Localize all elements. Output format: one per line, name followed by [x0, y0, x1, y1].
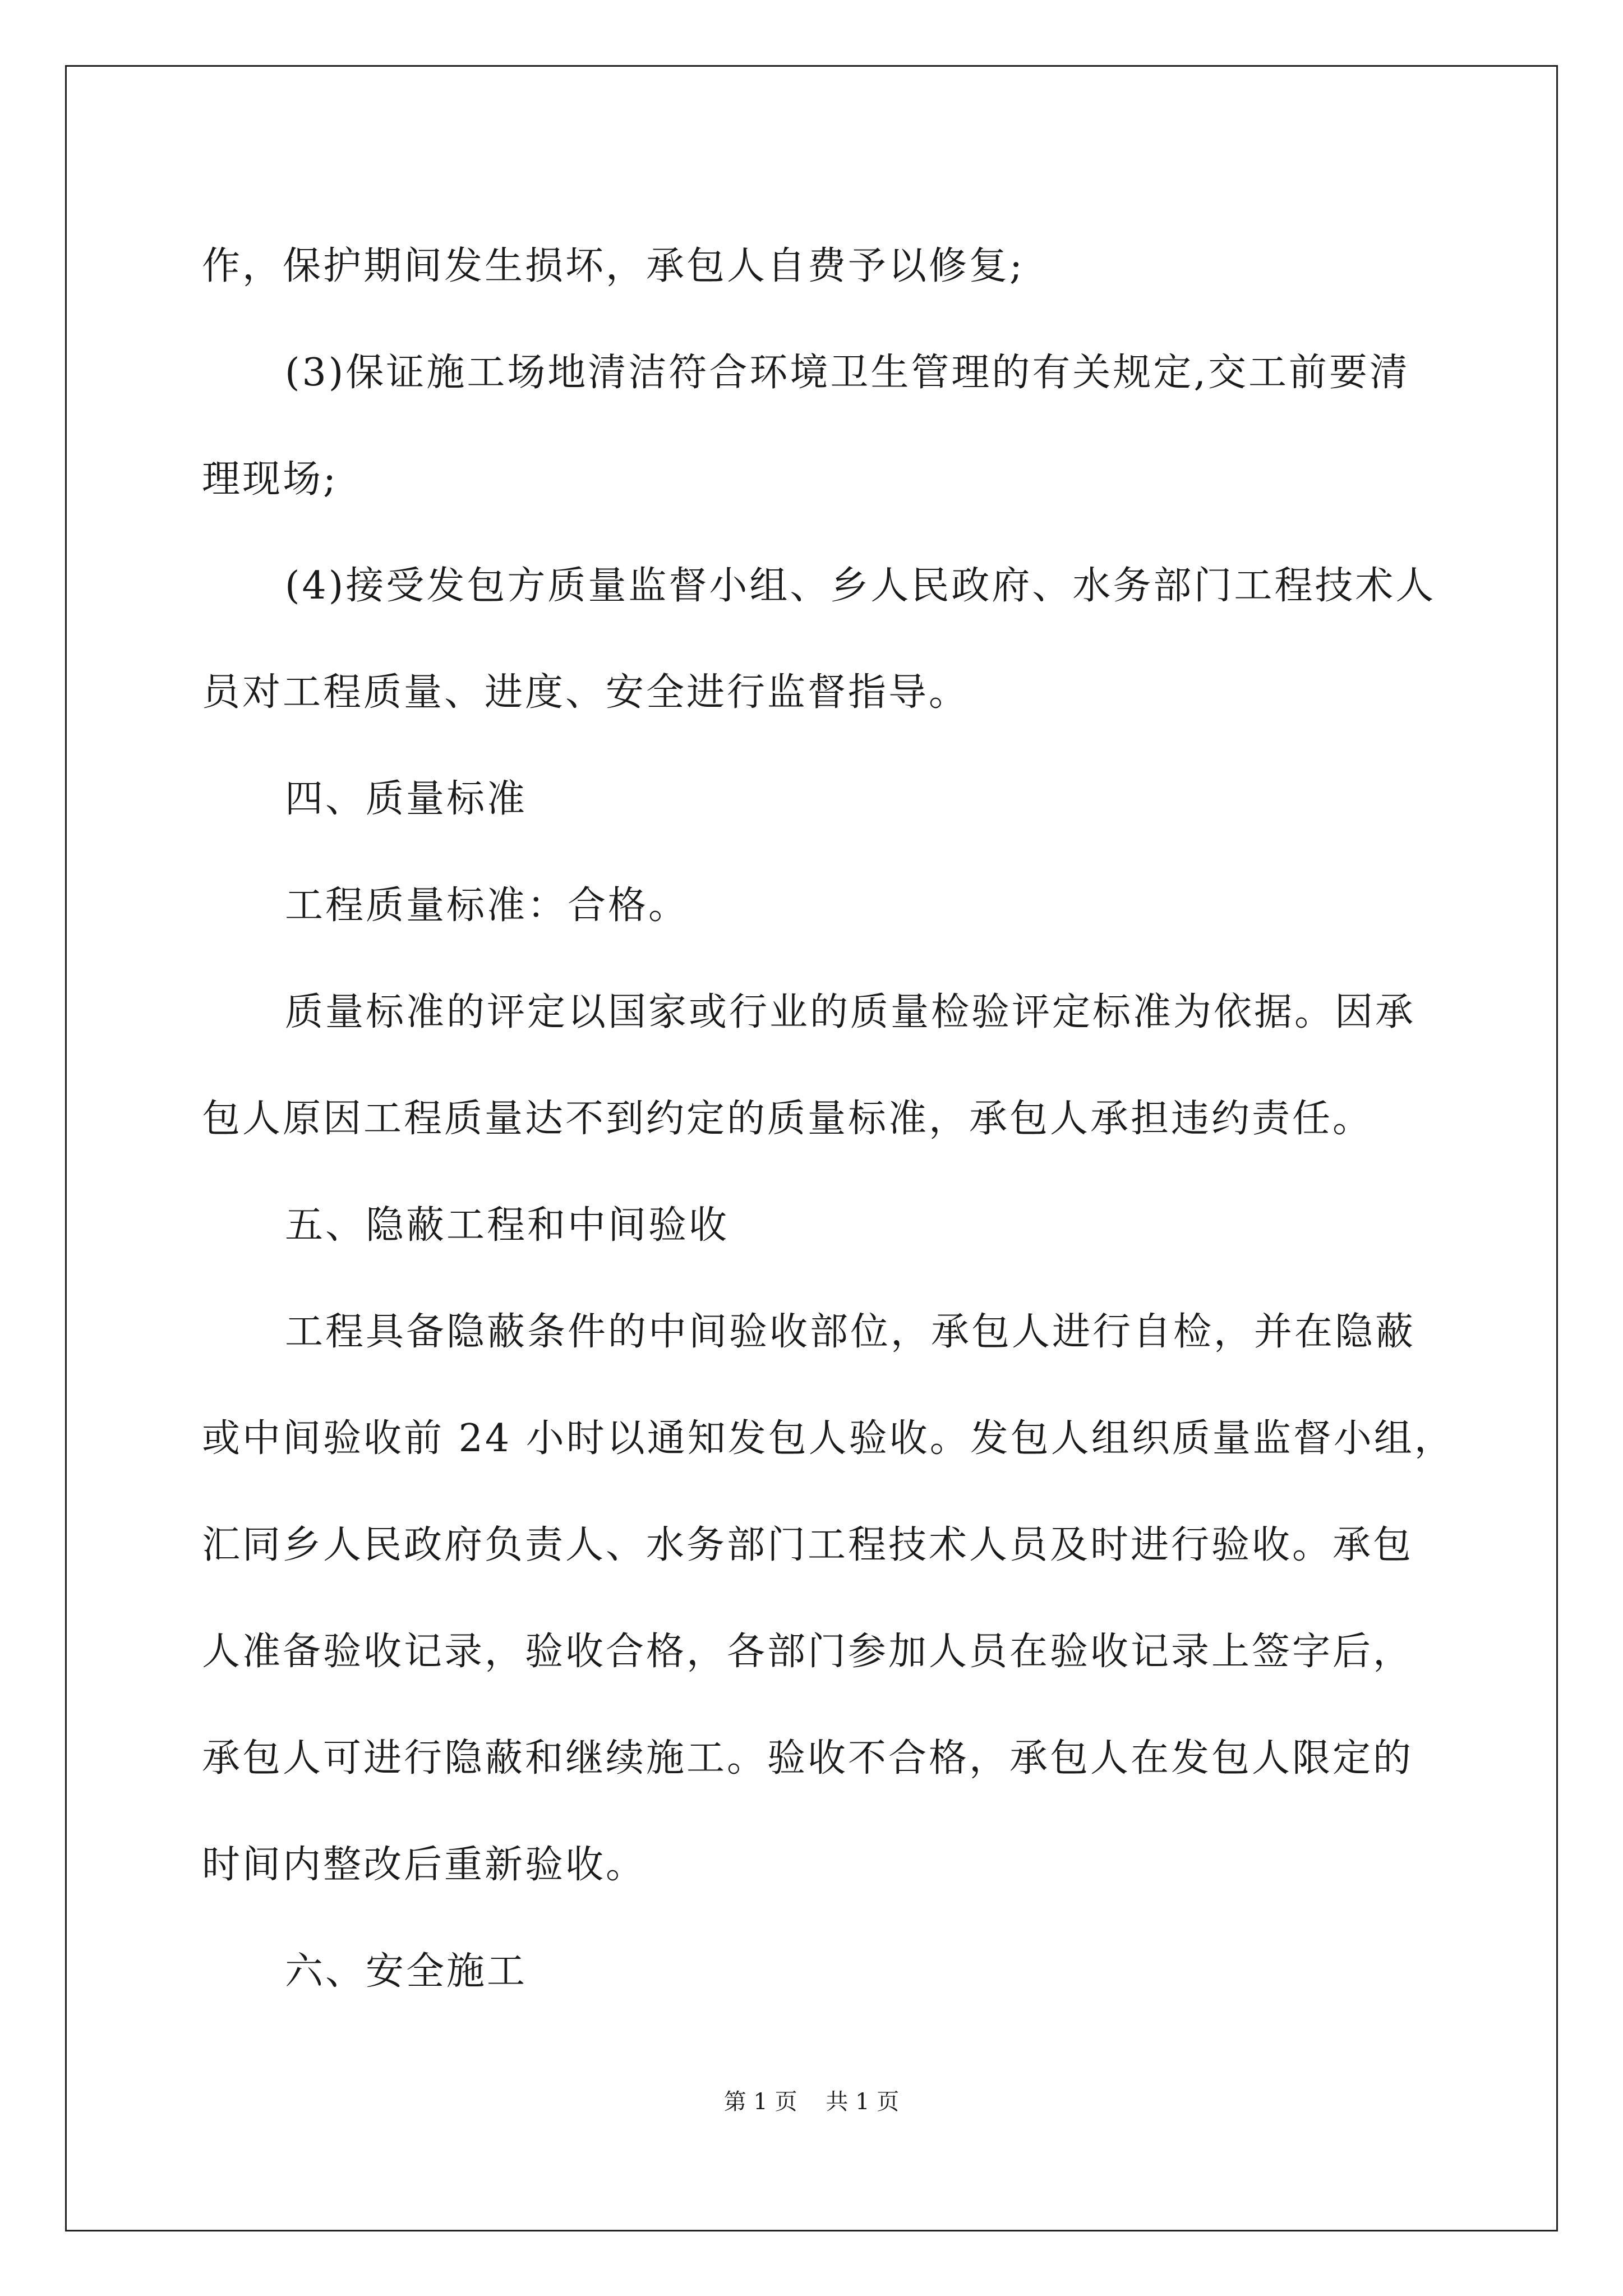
- text-line: 质量标准的评定以国家或行业的质量检验评定标准为依据。因承: [285, 990, 1416, 1034]
- text-line: 承包人可进行隐蔽和继续施工。验收不合格，承包人在发包人限定的: [202, 1736, 1414, 1780]
- text-line: 作，保护期间发生损坏，承包人自费予以修复;: [202, 244, 1025, 288]
- text-line: (4)接受发包方质量监督小组、乡人民政府、水务部门工程技术人: [285, 564, 1436, 608]
- text-line: 工程质量标准：合格。: [285, 884, 689, 928]
- text-line: 员对工程质量、进度、安全进行监督指导。: [202, 670, 970, 715]
- text-line: 理现场;: [202, 457, 338, 501]
- text-line: 工程具备隐蔽条件的中间验收部位，承包人进行自检，并在隐蔽: [285, 1310, 1416, 1354]
- text-line: 六、安全施工: [285, 1949, 528, 1994]
- text-line: 时间内整改后重新验收。: [202, 1843, 647, 1887]
- text-line: 人准备验收记录，验收合格，各部门参加人员在验收记录上签字后，: [202, 1630, 1414, 1674]
- text-line: 四、质量标准: [285, 777, 528, 821]
- document-body: [202, 213, 1455, 2025]
- text-line: 五、隐蔽工程和中间验收: [285, 1203, 730, 1248]
- text-line: 包人原因工程质量达不到约定的质量标准，承包人承担违约责任。: [202, 1097, 1373, 1141]
- text-line: (3)保证施工场地清洁符合环境卫生管理的有关规定,交工前要清: [285, 351, 1410, 395]
- text-line: 汇同乡人民政府负责人、水务部门工程技术人员及时进行验收。承包: [202, 1523, 1414, 1567]
- page-number: 第 1 页 共 1 页: [723, 2089, 900, 2115]
- text-line: 或中间验收前 24 小时以通知发包人验收。发包人组织质量监督小组，: [202, 1416, 1455, 1461]
